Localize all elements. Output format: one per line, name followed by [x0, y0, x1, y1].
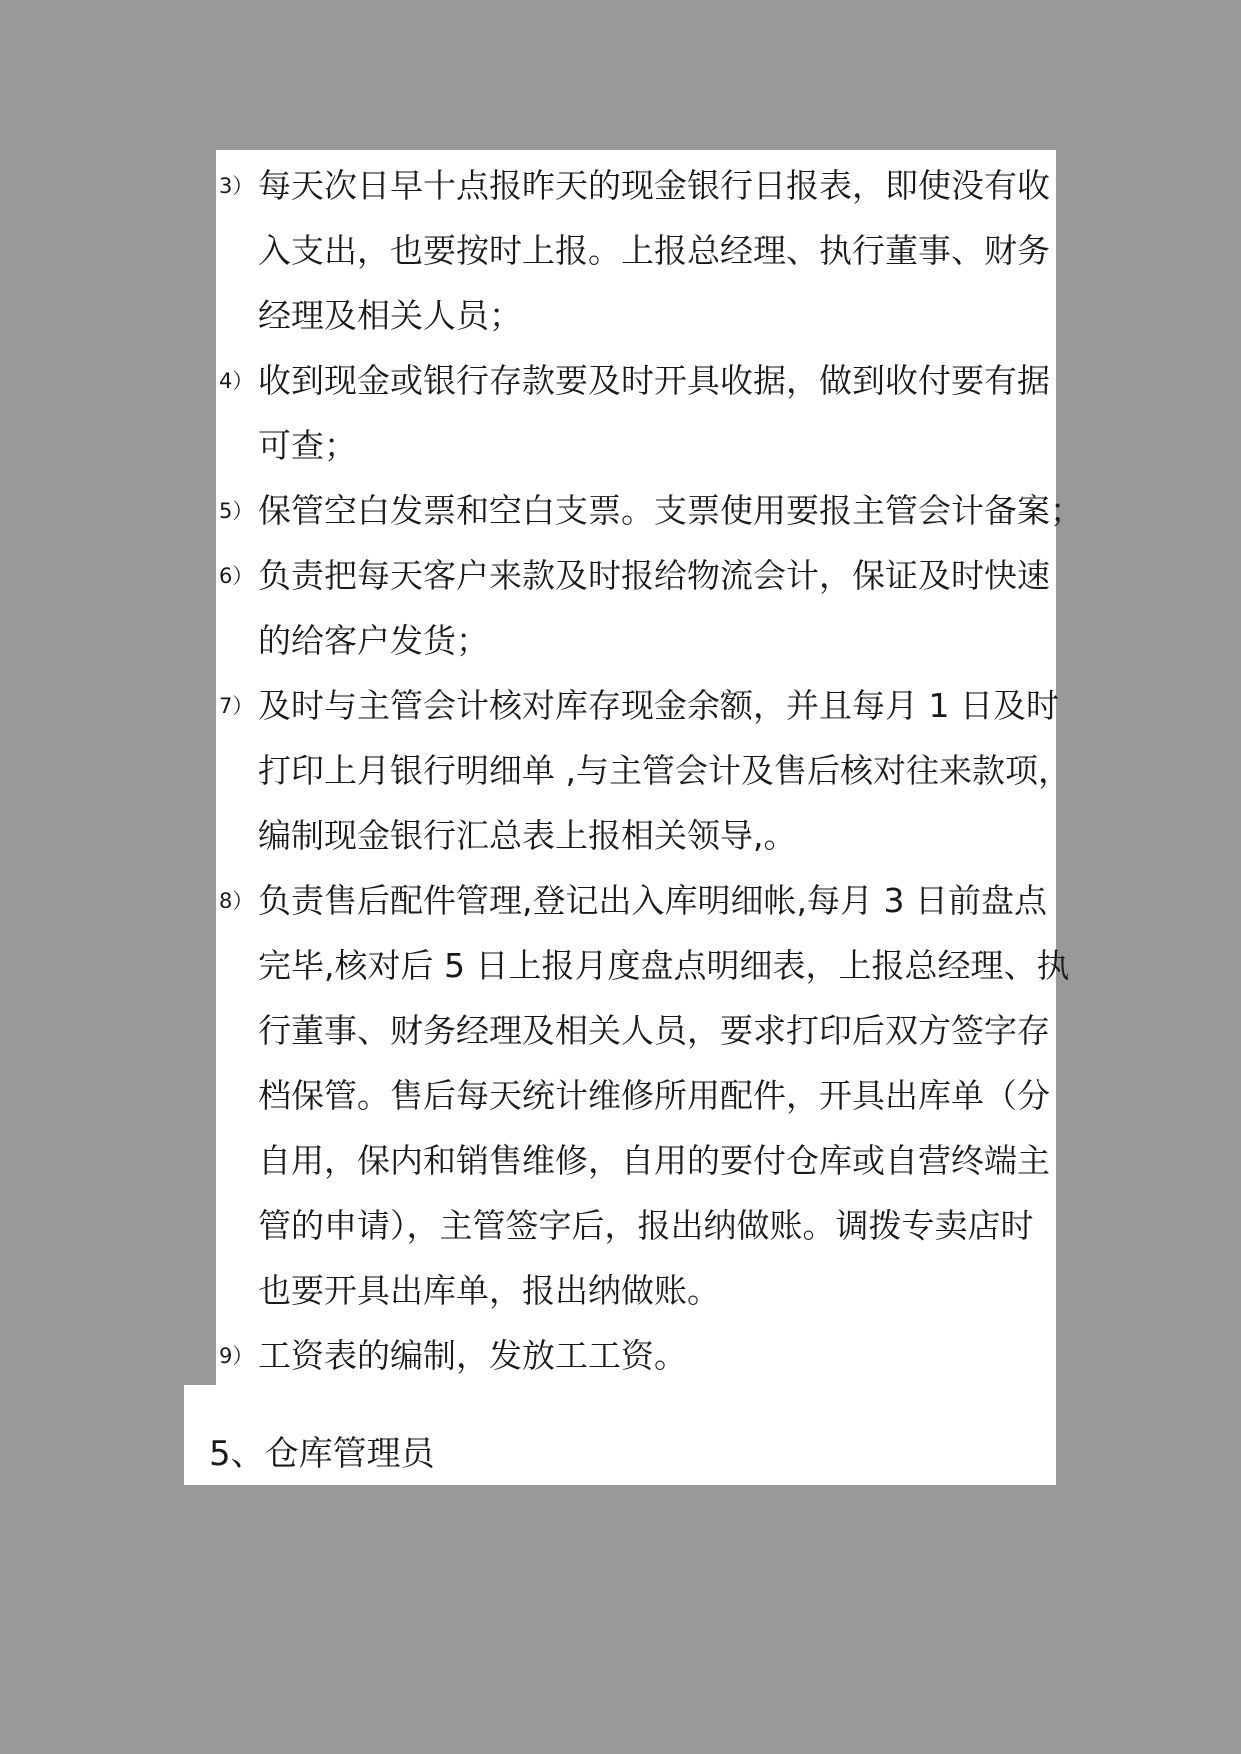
- list-item-number: 6）: [219, 564, 254, 588]
- list-item-number: 4）: [219, 369, 254, 393]
- list-item-line: 的给客户发货；: [258, 621, 489, 660]
- list-item-line: 工资表的编制，发放工工资。: [258, 1336, 687, 1375]
- list-item-line: 负责售后配件管理,登记出入库明细帐,每月 3 日前盘点: [258, 881, 1047, 920]
- list-item-line: 完毕,核对后 5 日上报月度盘点明细表，上报总经理、执: [258, 946, 1070, 985]
- list-item-line: 每天次日早十点报昨天的现金银行日报表，即使没有收: [258, 166, 1050, 205]
- section-title: 仓库管理员: [264, 1434, 435, 1474]
- section-heading: [209, 1422, 435, 1486]
- list-item-line: 档保管。售后每天统计维修所用配件，开具出库单（分: [258, 1076, 1050, 1115]
- list-item-line: 打印上月银行明细单 ,与主管会计及售后核对往来款项，: [258, 751, 1071, 790]
- list-item-number: 8）: [219, 889, 254, 913]
- list-item-line: 也要开具出库单，报出纳做账。: [258, 1271, 720, 1310]
- list-item-line: 管的申请），主管签字后，报出纳做账。调拨专卖店时: [258, 1206, 1034, 1245]
- list-item-line: 入支出，也要按时上报。上报总经理、执行董事、财务: [258, 231, 1050, 270]
- list-item-line: 行董事、财务经理及相关人员，要求打印后双方签字存: [258, 1011, 1050, 1050]
- list-item-number: 5）: [219, 499, 254, 523]
- list-item-number: 7）: [219, 694, 254, 718]
- list-item-line: 编制现金银行汇总表上报相关领导,。: [258, 816, 797, 855]
- list-item-number: 3）: [219, 174, 254, 198]
- list-item-line: 及时与主管会计核对库存现金余额，并且每月 1 日及时: [258, 686, 1059, 725]
- list-item-line: 收到现金或银行存款要及时开具收据，做到收付要有据: [258, 361, 1050, 400]
- list-item-line: 可查；: [258, 426, 357, 465]
- list-item-number: 9）: [219, 1344, 254, 1368]
- list-item-line: 保管空白发票和空白支票。支票使用要报主管会计备案；: [258, 491, 1083, 530]
- section-number: 5、: [209, 1434, 265, 1474]
- list-item-line: 经理及相关人员；: [258, 296, 522, 335]
- list-item-line: 负责把每天客户来款及时报给物流会计，保证及时快速: [258, 556, 1050, 595]
- list-item-line: 自用，保内和销售维修，自用的要付仓库或自营终端主: [258, 1141, 1050, 1180]
